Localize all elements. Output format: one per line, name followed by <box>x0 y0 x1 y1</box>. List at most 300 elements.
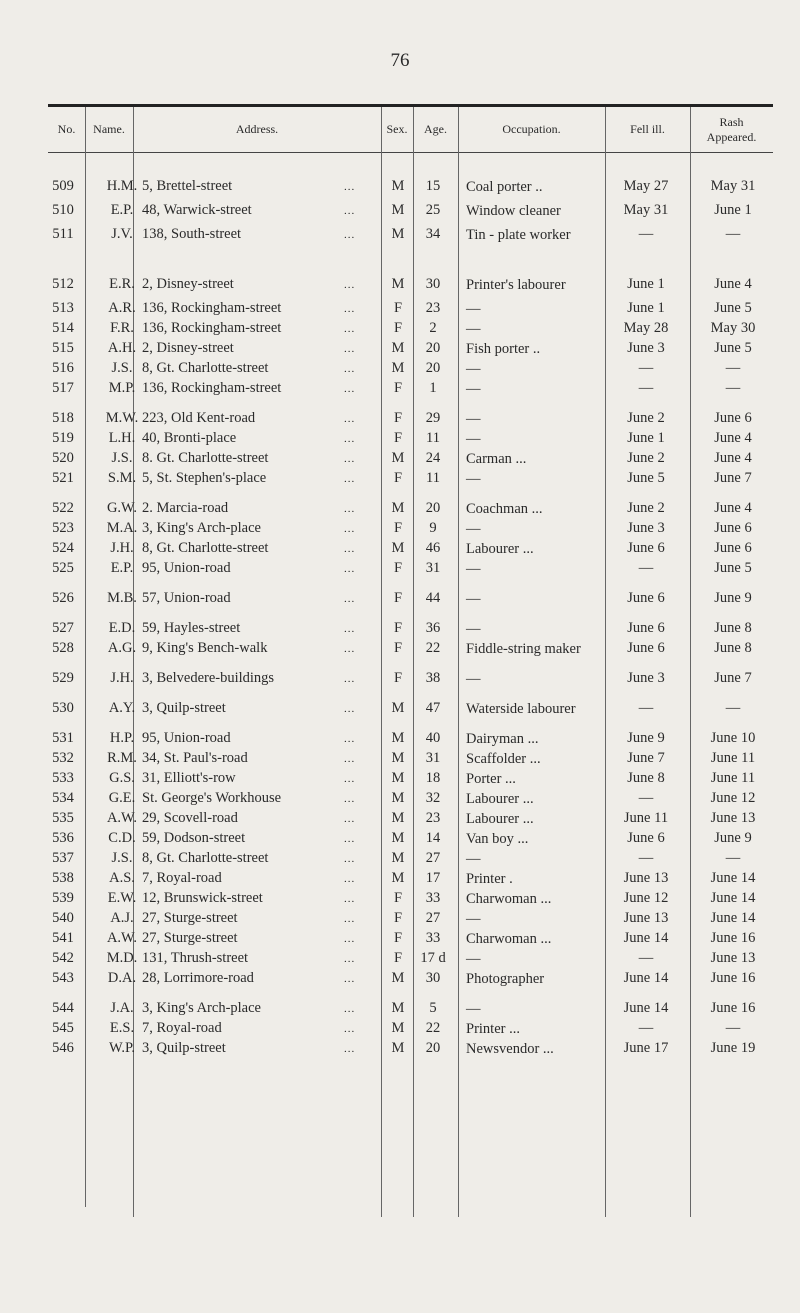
row-sex: F <box>393 670 403 686</box>
row-name: A.G. <box>107 640 137 656</box>
row-sex: F <box>393 950 403 966</box>
row-occupation: — <box>466 431 481 447</box>
row-fell-ill: June 3 <box>627 670 665 686</box>
row-age: 24 <box>425 450 441 466</box>
row-rash-appeared: June 5 <box>714 560 752 576</box>
row-occupation: Photographer <box>466 971 545 987</box>
row-occupation: Waterside labourer <box>466 701 576 717</box>
row-age: 18 <box>425 770 441 786</box>
row-fell-ill: June 6 <box>627 620 665 636</box>
row-name: S.M. <box>107 470 137 486</box>
row-name: A.W. <box>106 810 138 826</box>
row-age: 20 <box>425 360 441 376</box>
leader-dots: ... <box>344 503 356 515</box>
row-age: 38 <box>425 670 441 686</box>
row-rash-appeared: June 7 <box>714 470 752 486</box>
row-occupation: — <box>466 561 481 577</box>
row-name: E.P. <box>110 202 134 218</box>
leader-dots: ... <box>344 873 356 885</box>
row-number: 519 <box>52 430 74 446</box>
row-rash-appeared: June 16 <box>710 1000 756 1016</box>
row-address: 136, Rockingham-street <box>142 320 282 336</box>
row-sex: M <box>391 850 405 866</box>
row-occupation: — <box>466 621 481 637</box>
row-sex: F <box>393 910 403 926</box>
row-address: 9, King's Bench-walk <box>142 640 268 656</box>
row-address: 131, Thrush-street <box>142 950 249 966</box>
leader-dots: ... <box>344 973 356 985</box>
row-occupation: — <box>466 471 481 487</box>
header-occupation: Occupation. <box>502 122 561 136</box>
row-address: 3, Quilp-street <box>142 1040 226 1056</box>
row-occupation: Coal porter .. <box>466 179 543 195</box>
header-fell-ill: Fell ill. <box>630 122 665 136</box>
row-name: G.S. <box>109 770 135 786</box>
row-rash-appeared: June 9 <box>714 830 752 846</box>
row-number: 534 <box>52 790 74 806</box>
row-name: J.S. <box>111 450 133 466</box>
row-name: E.W. <box>107 890 137 906</box>
row-number: 531 <box>52 730 74 746</box>
row-rash-appeared: June 19 <box>710 1040 756 1056</box>
row-number: 530 <box>52 700 74 716</box>
row-fell-ill: June 2 <box>627 450 665 466</box>
row-rash-appeared: June 6 <box>714 520 752 536</box>
row-number: 513 <box>52 300 74 316</box>
leader-dots: ... <box>344 643 356 655</box>
row-sex: F <box>393 300 403 316</box>
row-age: 33 <box>425 930 441 946</box>
row-name: M.A. <box>106 520 138 536</box>
leader-dots: ... <box>344 523 356 535</box>
row-age: 5 <box>429 1000 437 1016</box>
row-number: 518 <box>52 410 74 426</box>
row-age: 20 <box>425 500 441 516</box>
row-sex: M <box>391 226 405 242</box>
row-sex: M <box>391 500 405 516</box>
row-address: 8. Gt. Charlotte-street <box>142 450 269 466</box>
leader-dots: ... <box>344 1043 356 1055</box>
row-occupation: — <box>466 951 481 967</box>
row-address: 3, King's Arch-place <box>142 1000 261 1016</box>
row-rash-appeared: June 13 <box>710 810 756 826</box>
row-number: 526 <box>52 590 74 606</box>
row-rash-appeared: — <box>725 700 741 716</box>
row-number: 509 <box>52 178 74 194</box>
row-age: 46 <box>425 540 441 556</box>
row-name: H.M. <box>106 178 138 194</box>
row-age: 27 <box>425 910 441 926</box>
leader-dots: ... <box>344 833 356 845</box>
row-name: A.H. <box>107 340 137 356</box>
leader-dots: ... <box>344 543 356 555</box>
row-rash-appeared: June 14 <box>710 890 756 906</box>
row-rash-appeared: June 10 <box>710 730 756 746</box>
row-number: 527 <box>52 620 74 636</box>
row-address: 48, Warwick-street <box>142 202 252 218</box>
row-occupation: Tin - plate worker <box>466 227 571 243</box>
row-number: 543 <box>52 970 74 986</box>
row-fell-ill: June 1 <box>627 430 665 446</box>
row-sex: F <box>393 890 403 906</box>
row-address: 40, Bronti-place <box>142 430 237 446</box>
row-age: 17 d <box>420 950 446 966</box>
row-rash-appeared: June 4 <box>714 276 752 292</box>
row-address: 2. Marcia-road <box>142 500 229 516</box>
row-name: J.H. <box>110 540 134 556</box>
leader-dots: ... <box>344 563 356 575</box>
row-sex: M <box>391 700 405 716</box>
row-sex: M <box>391 790 405 806</box>
row-rash-appeared: June 6 <box>714 410 752 426</box>
row-fell-ill: June 1 <box>627 300 665 316</box>
row-address: 57, Union-road <box>142 590 231 606</box>
row-occupation: Printer ... <box>466 1021 520 1037</box>
row-occupation: Porter ... <box>466 771 516 787</box>
row-fell-ill: — <box>638 226 654 242</box>
row-age: 22 <box>425 640 441 656</box>
row-address: 59, Hayles-street <box>142 620 241 636</box>
row-number: 535 <box>52 810 74 826</box>
row-sex: M <box>391 770 405 786</box>
row-occupation: Labourer ... <box>466 541 534 557</box>
row-age: 15 <box>425 178 441 194</box>
row-address: 27, Sturge-street <box>142 910 238 926</box>
row-name: J.V. <box>111 226 133 242</box>
row-name: J.S. <box>111 850 133 866</box>
row-sex: F <box>393 590 403 606</box>
leader-dots: ... <box>344 913 356 925</box>
leader-dots: ... <box>344 413 356 425</box>
row-age: 23 <box>425 300 441 316</box>
row-fell-ill: June 8 <box>627 770 665 786</box>
column-divider <box>690 107 691 1217</box>
row-rash-appeared: June 4 <box>714 430 752 446</box>
row-age: 22 <box>425 1020 441 1036</box>
row-address: 29, Scovell-road <box>142 810 238 826</box>
row-number: 514 <box>52 320 74 336</box>
row-age: 44 <box>425 590 441 606</box>
row-sex: M <box>391 360 405 376</box>
row-age: 47 <box>425 700 441 716</box>
row-sex: M <box>391 1040 405 1056</box>
row-number: 515 <box>52 340 74 356</box>
row-number: 516 <box>52 360 74 376</box>
row-address: 3, King's Arch-place <box>142 520 261 536</box>
row-occupation: Printer's labourer <box>466 277 566 293</box>
row-age: 20 <box>425 1040 441 1056</box>
row-number: 544 <box>52 1000 74 1016</box>
row-number: 525 <box>52 560 74 576</box>
row-occupation: Van boy ... <box>466 831 529 847</box>
leader-dots: ... <box>344 593 356 605</box>
row-number: 529 <box>52 670 74 686</box>
leader-dots: ... <box>344 303 356 315</box>
row-occupation: — <box>466 321 481 337</box>
row-fell-ill: June 3 <box>627 340 665 356</box>
row-name: A.R. <box>108 300 136 316</box>
row-rash-appeared: June 16 <box>710 930 756 946</box>
row-address: 8, Gt. Charlotte-street <box>142 850 269 866</box>
row-fell-ill: June 7 <box>627 750 665 766</box>
row-name: C.D. <box>108 830 136 846</box>
leader-dots: ... <box>344 853 356 865</box>
leader-dots: ... <box>344 473 356 485</box>
leader-dots: ... <box>344 623 356 635</box>
row-rash-appeared: June 8 <box>714 640 752 656</box>
header-age: Age. <box>424 122 447 136</box>
row-sex: F <box>393 430 403 446</box>
row-name: H.P. <box>109 730 135 746</box>
row-sex: M <box>391 540 405 556</box>
row-age: 32 <box>425 790 441 806</box>
row-name: D.A. <box>107 970 137 986</box>
row-fell-ill: — <box>638 950 654 966</box>
row-fell-ill: June 13 <box>623 910 669 926</box>
row-sex: M <box>391 340 405 356</box>
row-name: M.P. <box>108 380 136 396</box>
row-number: 533 <box>52 770 74 786</box>
row-occupation: Printer . <box>466 871 513 887</box>
row-rash-appeared: May 31 <box>710 178 756 194</box>
row-address: 2, Disney-street <box>142 276 234 292</box>
row-fell-ill: June 13 <box>623 870 669 886</box>
row-occupation: — <box>466 301 481 317</box>
row-number: 539 <box>52 890 74 906</box>
row-age: 11 <box>426 470 440 486</box>
row-occupation: — <box>466 1001 481 1017</box>
header-address: Address. <box>235 122 279 136</box>
row-number: 536 <box>52 830 74 846</box>
row-fell-ill: June 2 <box>627 410 665 426</box>
row-fell-ill: June 6 <box>627 590 665 606</box>
row-fell-ill: June 2 <box>627 500 665 516</box>
row-number: 512 <box>52 276 74 292</box>
row-sex: M <box>391 1020 405 1036</box>
row-fell-ill: June 6 <box>627 540 665 556</box>
row-name: A.Y. <box>108 700 136 716</box>
row-fell-ill: — <box>638 380 654 396</box>
row-fell-ill: June 3 <box>627 520 665 536</box>
header-no: No. <box>57 122 76 136</box>
row-occupation: Fish porter .. <box>466 341 541 357</box>
row-name: G.E. <box>108 790 136 806</box>
row-sex: F <box>393 640 403 656</box>
row-age: 27 <box>425 850 441 866</box>
row-rash-appeared: June 14 <box>710 910 756 926</box>
row-number: 510 <box>52 202 74 218</box>
row-rash-appeared: June 14 <box>710 870 756 886</box>
leader-dots: ... <box>344 323 356 335</box>
row-fell-ill: June 9 <box>627 730 665 746</box>
row-fell-ill: June 14 <box>623 1000 669 1016</box>
leader-dots: ... <box>344 229 356 241</box>
leader-dots: ... <box>344 1023 356 1035</box>
row-number: 517 <box>52 380 74 396</box>
row-sex: F <box>393 320 403 336</box>
row-rash-appeared: June 4 <box>714 500 752 516</box>
row-fell-ill: June 17 <box>623 1040 669 1056</box>
row-rash-appeared: June 12 <box>710 790 756 806</box>
row-number: 545 <box>52 1020 74 1036</box>
row-fell-ill: June 12 <box>623 890 669 906</box>
row-name: F.R. <box>110 320 134 336</box>
row-sex: M <box>391 730 405 746</box>
row-sex: F <box>393 410 403 426</box>
leader-dots: ... <box>344 363 356 375</box>
row-fell-ill: — <box>638 850 654 866</box>
row-address: 223, Old Kent-road <box>142 410 256 426</box>
row-age: 40 <box>425 730 441 746</box>
row-address: 5, St. Stephen's-place <box>142 470 267 486</box>
row-address: 7, Royal-road <box>142 1020 222 1036</box>
row-rash-appeared: June 5 <box>714 300 752 316</box>
leader-dots: ... <box>344 953 356 965</box>
row-number: 538 <box>52 870 74 886</box>
row-occupation: Coachman ... <box>466 501 543 517</box>
row-occupation: — <box>466 911 481 927</box>
leader-dots: ... <box>344 343 356 355</box>
row-age: 30 <box>425 970 441 986</box>
leader-dots: ... <box>344 433 356 445</box>
row-address: 31, Elliott's-row <box>142 770 236 786</box>
row-age: 34 <box>425 226 441 242</box>
row-number: 542 <box>52 950 74 966</box>
leader-dots: ... <box>344 703 356 715</box>
header-sex: Sex. <box>386 122 408 136</box>
row-occupation: Charwoman ... <box>466 931 552 947</box>
row-name: J.H. <box>110 670 134 686</box>
row-sex: M <box>391 1000 405 1016</box>
row-occupation: Dairyman ... <box>466 731 539 747</box>
row-age: 23 <box>425 810 441 826</box>
row-address: 2, Disney-street <box>142 340 234 356</box>
row-name: G.W. <box>106 500 138 516</box>
row-age: 14 <box>425 830 441 846</box>
row-name: E.R. <box>109 276 135 292</box>
column-divider <box>458 107 459 1217</box>
leader-dots: ... <box>344 893 356 905</box>
row-number: 546 <box>52 1040 74 1056</box>
row-sex: M <box>391 870 405 886</box>
row-name: E.S. <box>109 1020 135 1036</box>
row-address: 59, Dodson-street <box>142 830 246 846</box>
row-sex: F <box>393 380 403 396</box>
row-fell-ill: — <box>638 1020 654 1036</box>
row-fell-ill: June 14 <box>623 930 669 946</box>
row-sex: F <box>393 520 403 536</box>
row-age: 31 <box>425 750 441 766</box>
row-address: 28, Lorrimore-road <box>142 970 254 986</box>
row-sex: F <box>393 620 403 636</box>
row-rash-appeared: June 11 <box>710 750 756 766</box>
row-rash-appeared: June 16 <box>710 970 756 986</box>
row-age: 17 <box>425 870 441 886</box>
row-occupation: — <box>466 521 481 537</box>
row-address: 138, South-street <box>142 226 242 242</box>
row-number: 528 <box>52 640 74 656</box>
row-sex: M <box>391 970 405 986</box>
row-occupation: — <box>466 381 481 397</box>
row-address: 12, Brunswick-street <box>142 890 263 906</box>
row-name: R.M. <box>107 750 137 766</box>
row-age: 25 <box>425 202 441 218</box>
row-name: M.D. <box>106 950 138 966</box>
row-number: 523 <box>52 520 74 536</box>
row-address: St. George's Workhouse <box>142 790 282 806</box>
row-fell-ill: May 31 <box>623 202 669 218</box>
row-number: 532 <box>52 750 74 766</box>
header-bottom-rule <box>48 152 773 153</box>
row-rash-appeared: June 8 <box>714 620 752 636</box>
row-age: 33 <box>425 890 441 906</box>
row-number: 511 <box>52 226 74 242</box>
header-name: Name. <box>93 122 125 136</box>
row-name: W.P. <box>108 1040 136 1056</box>
leader-dots: ... <box>344 383 356 395</box>
leader-dots: ... <box>344 733 356 745</box>
header-rash-appeared: Rash Appeared. <box>706 114 757 144</box>
row-occupation: Fiddle-string maker <box>466 641 581 657</box>
row-occupation: Carman ... <box>466 451 527 467</box>
row-occupation: Labourer ... <box>466 791 534 807</box>
row-fell-ill: June 1 <box>627 276 665 292</box>
row-rash-appeared: June 13 <box>710 950 756 966</box>
row-rash-appeared: June 7 <box>714 670 752 686</box>
row-name: J.A. <box>110 1000 134 1016</box>
row-number: 522 <box>52 500 74 516</box>
row-fell-ill: May 27 <box>623 178 669 194</box>
leader-dots: ... <box>344 453 356 465</box>
row-rash-appeared: — <box>725 226 741 242</box>
row-age: 1 <box>429 380 437 396</box>
row-rash-appeared: June 9 <box>714 590 752 606</box>
row-address: 8, Gt. Charlotte-street <box>142 540 269 556</box>
leader-dots: ... <box>344 673 356 685</box>
leader-dots: ... <box>344 279 356 291</box>
row-fell-ill: June 11 <box>623 810 669 826</box>
row-age: 9 <box>429 520 437 536</box>
row-name: M.B. <box>107 590 137 606</box>
row-sex: M <box>391 178 405 194</box>
row-fell-ill: — <box>638 700 654 716</box>
row-sex: F <box>393 930 403 946</box>
row-rash-appeared: June 5 <box>714 340 752 356</box>
page-number: 76 <box>390 50 410 71</box>
row-name: A.J. <box>110 910 134 926</box>
row-address: 3, Belvedere-buildings <box>142 670 275 686</box>
leader-dots: ... <box>344 813 356 825</box>
leader-dots: ... <box>344 753 356 765</box>
leader-dots: ... <box>344 793 356 805</box>
row-address: 7, Royal-road <box>142 870 222 886</box>
row-address: 8, Gt. Charlotte-street <box>142 360 269 376</box>
row-name: E.D. <box>108 620 136 636</box>
row-sex: M <box>391 810 405 826</box>
row-number: 540 <box>52 910 74 926</box>
row-rash-appeared: — <box>725 850 741 866</box>
leader-dots: ... <box>344 933 356 945</box>
row-fell-ill: June 6 <box>627 640 665 656</box>
row-rash-appeared: June 4 <box>714 450 752 466</box>
leader-dots: ... <box>344 1003 356 1015</box>
row-address: 5, Brettel-street <box>142 178 233 194</box>
row-rash-appeared: — <box>725 1020 741 1036</box>
row-name: L.H. <box>108 430 136 446</box>
row-name: M.W. <box>105 410 139 426</box>
row-address: 27, Sturge-street <box>142 930 238 946</box>
row-address: 3, Quilp-street <box>142 700 226 716</box>
